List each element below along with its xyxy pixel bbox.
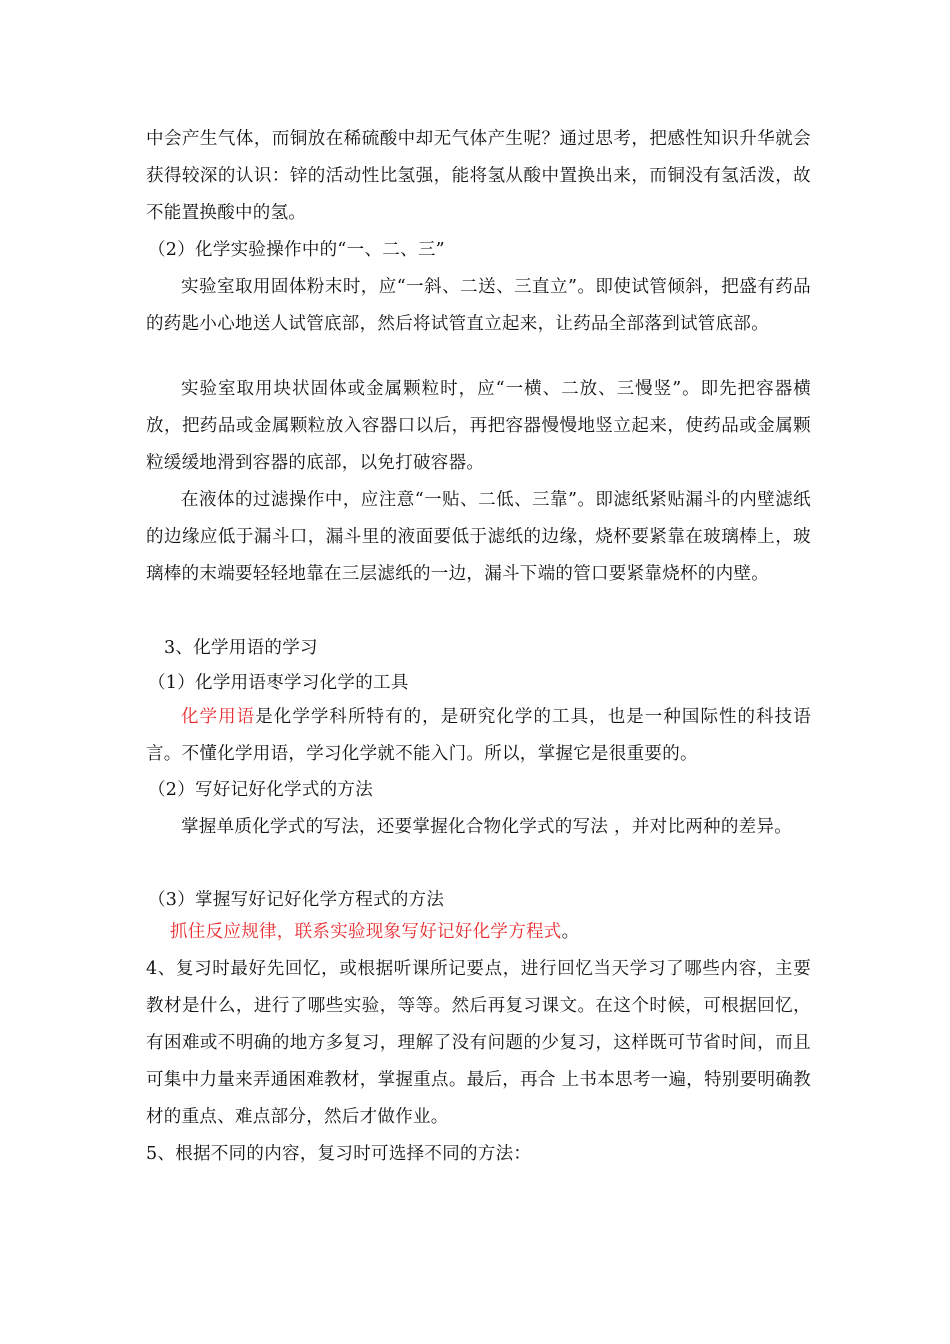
heading-chemical-language: 3、化学用语的学习 (164, 638, 318, 658)
paragraph-chemical-language: 化学用语是化学学科所特有的，是研究化学的工具，也是一种国际性的科技语言。不懂化学用语，学习化学就不能入门。所以，掌握它是很重要的。 (146, 707, 812, 764)
paragraph-block-solid: 实验室取用块状固体或金属颗粒时，应“一横、二放、三慢竖”。即先把容器横放，把药品或金属颗粒放入容器口以后，再把容器慢慢地竖立起来，使药品或金属颗粒缓缓地滑到容器的底部，以免打破容器。 (146, 379, 811, 473)
heading-equation-method: （3）掌握写好记好化学方程式的方法 (148, 890, 445, 910)
paragraph-filtration: 在液体的过滤操作中，应注意“一贴、二低、三靠”。即滤纸紧贴漏斗的内壁滤纸的边缘应低于漏斗口，漏斗里的液面要低于滤纸的边缘，烧杯要紧靠在玻璃棒上，玻璃棒的末端要轻轻地靠在三层滤纸的一边，漏斗下端的管口要紧靠烧杯的内壁。 (146, 490, 811, 584)
paragraph-formula-writing: 掌握单质化学式的写法，还要掌握化合物化学式的写法 ，并对比两种的差异。 (181, 817, 793, 837)
paragraph-solid-powder: 实验室取用固体粉末时，应“一斜、二送、三直立”。即使试管倾斜，把盛有药品的药匙小心地送人试管底部，然后将试管直立起来，让药品全部落到试管底部。 (146, 277, 811, 334)
heading-chemical-tool: （1）化学用语枣学习化学的工具 (148, 673, 409, 693)
highlight-rule: 抓住反应规律，联系实验现象写好记好化学方程式 (170, 922, 562, 942)
heading-experiment-123: （2）化学实验操作中的“一、二、三” (148, 240, 445, 260)
paragraph-zinc-copper: 中会产生气体，而铜放在稀硫酸中却无气体产生呢？通过思考，把感性知识升华就会获得较深的认识：锌的活动性比氢强，能将氢从酸中置换出来，而铜没有氢活泼，故不能置换酸中的氢。 (146, 129, 811, 223)
paragraph-different-methods: 5、根据不同的内容，复习时可选择不同的方法： (146, 1144, 532, 1164)
paragraph-equation-rule: 抓住反应规律，联系实验现象写好记好化学方程式。 (170, 922, 580, 942)
heading-formula-method: （2）写好记好化学式的方法 (148, 780, 374, 800)
paragraph-review-method: 4、复习时最好先回忆，或根据听课所记要点，进行回忆当天学习了哪些内容，主要教材是什么，进行了哪些实验，等等。然后再复习课文。在这个时候，可根据回忆，有困难或不明确的地方多复习，理解了没有问题的少复习，这样既可节省时间，而且可集中力量来弄通困难教材，掌握重点。最后，再合 上书本思考一遍，特别要明确教材的重点、难点部分，然后才做作业。 (146, 959, 811, 1127)
highlight-term: 化学用语 (181, 707, 256, 727)
